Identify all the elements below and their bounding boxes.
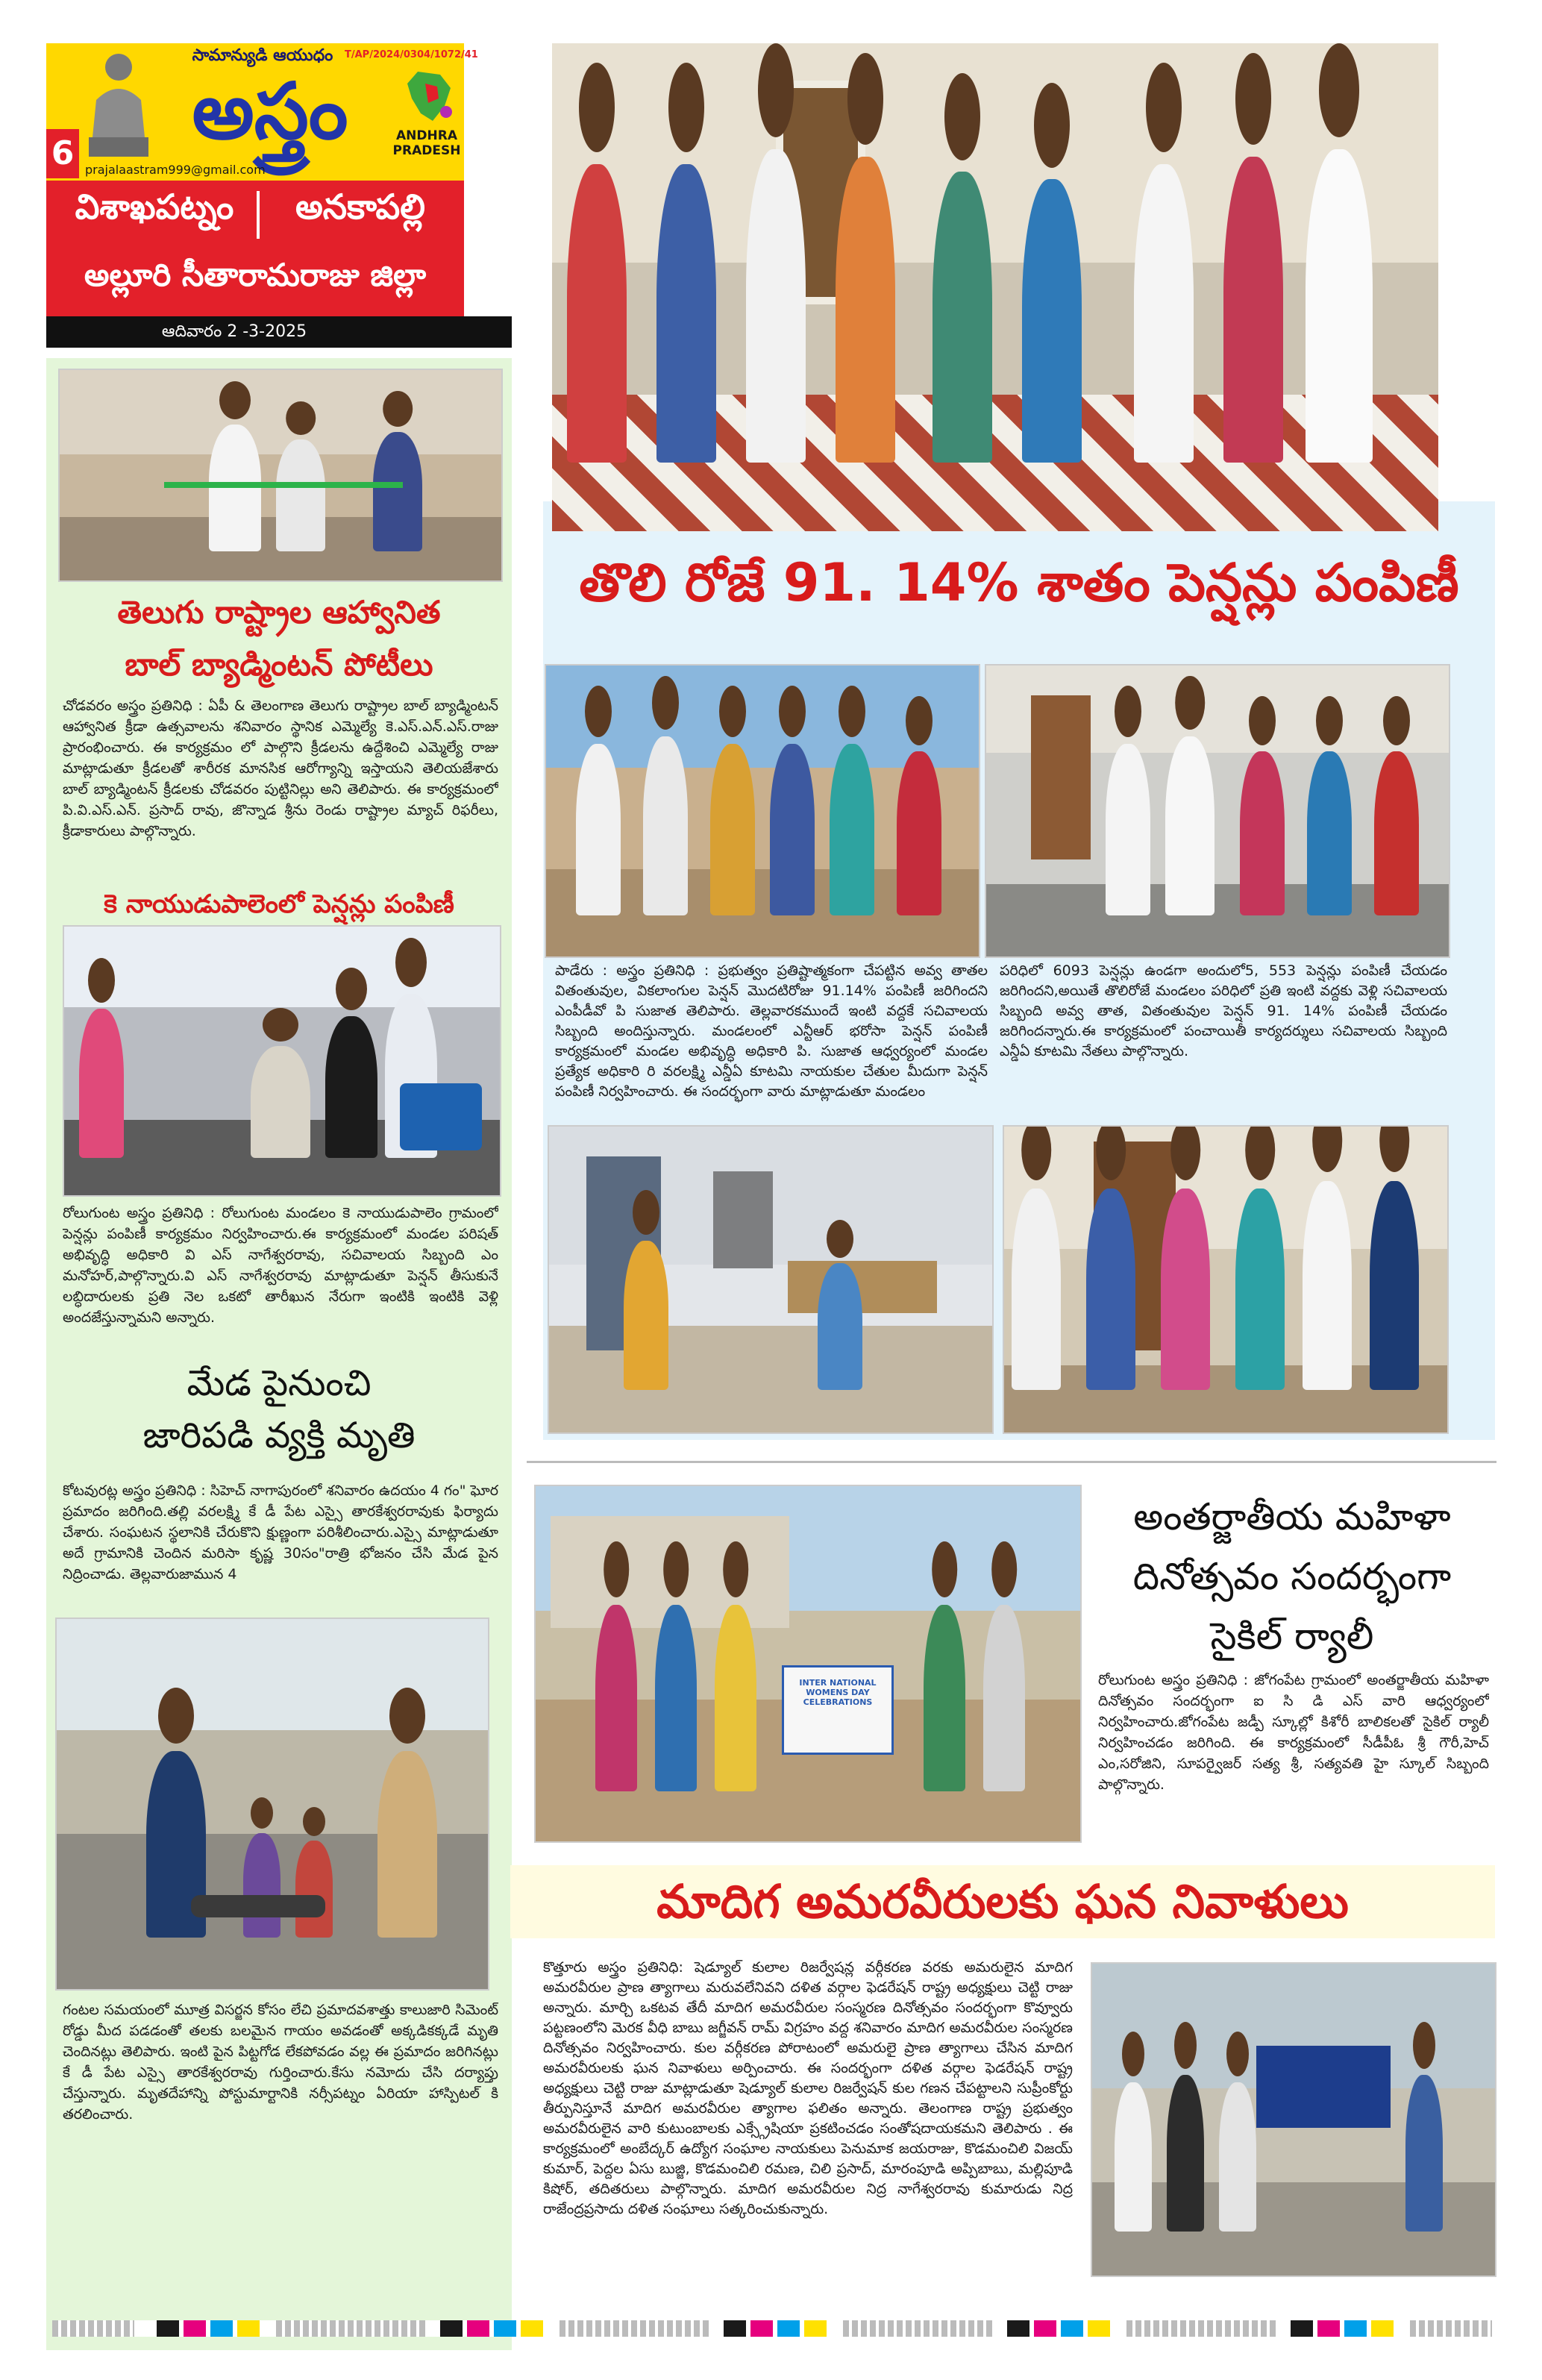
reg-number: T/AP/2024/0304/1072/41	[345, 49, 478, 60]
womens-day-headline-3: సైకిల్ ర్యాలీ	[1210, 1615, 1374, 1658]
madiga-body: కొత్తూరు అస్త్రం ప్రతినిధి: షెడ్యూల్ కులాల రిజర్వేషన్ల వర్గీకరణ వరకు అమరులైన మాదిగ అమరవీరుల ప్రాణ త్యాగాలు మరువలేనివని దళిత వర్గాల ఫెడరేషన్ రాష్ట్ర అధ్యక్షులు చెట్టి రాజు అన్నారు. మార్చి ఒకటవ తేదీ మాదిగ అమరవీరుల సంస్మరణ దినోత్సవం సందర్భంగా కొవ్వూరు పట్టణంలోని మెరక వీధి బాబు జగ్జీవన్ రామ్ విగ్రహం వద్ద శనివారం మాదిగ అమరవీరుల సంస్మరణ దినోత్సవం నిర్వహించారు. కుల వర్గీకరణ పోరాటంలో అమరులై ప్రాణ త్యాగాలు చేసిన మాదిగ అమరవీరులకు ఘన నివాళులు అర్పించారు. ఈ సందర్భంగా దళిత వర్గాల ఫెడరేషన్ రాష్ట్ర అధ్యక్షులు చెట్టి రాజు మాట్లాడుతూ షెడ్యూల్ కులాల రిజర్వేషన్ కుల గణన చేపట్టాలని సుప్రీంకోర్టు తీర్పునిస్తూనే మాదిగ అమరవీరుల త్యాగాల ఫలితం అన్నారు. తెలంగాణ రాష్ట్ర ప్రభుత్వం అమరవీరులైన వారి కుటుంబాలకు ఎక్స్గ్రేషియా ప్రకటించడం సంతోషదాయకమని తెలిపారు . ఈ కార్యక్రమంలో అంబేద్కర్ ఉద్యోగ సంఘాల నాయకులు పెనుమాక జయరాజు, కొడమంచిలి విజయ్ కుమార్, పెద్దల ఏసు బుజ్జి, కొడమంచిలి రమణ, చిలి ప్రసాద్, మారంపూడి అప్పిబాబు, మల్లిపూడి కిషోర్, తదితరులు పాల్గొన్నారు. మాదిగ అమరవీరుల నిద్ర నాగేశ్వరరావు కుమారుడు నిద్ర రాజేంద్రప్రసాదు దళిత సంఘాలు సత్కరించుకున్నారు.	[543, 1959, 1073, 2217]
story3-body-1: కోటవురట్ల అస్త్రం ప్రతినిధి : సిహెచ్ నాగాపురంలో శనివారం ఉదయం 4 గం" ఘోర ప్రమాదం జరిగింది.తల్లి వరలక్ష్మి కే డీ పేట ఎస్సై తారకేశ్వరరావుకు ఫిర్యాదు చేశారు. సంఘటన స్థలానికి చేరుకొని క్షుణ్ణంగా పరిశీలించారు.ఎస్సై మాట్లాడుతూ అదే గ్రామానికి చెందిన మరిసా కృష్ణ 30సం"రాత్రి భోజనం చేసి మేడ పైన నిద్రించాడు. తెల్లవారుజామున 4	[63, 1482, 498, 1582]
district-divider	[257, 191, 260, 239]
accident-scene-photo	[55, 1618, 489, 1991]
story1-headline-1: తెలుగు రాష్ట్రాల ఆహ్వానిత	[117, 594, 441, 630]
district-alluri: అల్లూరి సీతారామరాజు జిల్లా	[84, 257, 427, 293]
story3-headline-2: జారిపడి వ్యక్తి మృతి	[142, 1415, 416, 1456]
womens-day-headline-2: దినోత్సవం సందర్భంగా	[1132, 1555, 1452, 1598]
pension-headline: తొలి రోజే 91. 14% శాతం పెన్షన్లు పంపిణీ	[579, 552, 1459, 613]
state-label: ANDHRA PRADESH	[392, 128, 461, 158]
masthead	[46, 43, 478, 327]
email: prajalaastram999@gmail.com	[85, 163, 266, 177]
section-divider	[527, 1461, 1496, 1463]
district-bar	[46, 181, 464, 327]
issue-date: ఆదివారం 2 -3-2025	[161, 322, 307, 341]
pension-photo-2	[545, 664, 980, 958]
badminton-inauguration-photo	[58, 369, 503, 582]
district-visakhapatnam: విశాఖపట్నం	[75, 187, 234, 227]
pension-body-left: పాడేరు : అస్త్రం ప్రతినిధి : ప్రభుత్వం ప్రతిష్టాత్మకంగా చేపట్టిన అవ్వ తాతల వితంతువుల, వికలాంగుల పెన్షన్ మొదటిరోజు 91.14% పంపిణీ జరిగిందని ఎంపీడీవో పి సుజాత తెలిపారు. తెల్లవారకముందే ఇంటి వద్దకే సచివాలయ సిబ్బంది అందిస్తున్నారు. మండలంలో ఎన్టీఆర్ భరోసా పెన్షన్ పంపిణీ కార్యక్రమంలో మండల అభివృద్ధి అధికారి పి. సుజాత ఆధ్వర్యంలో మండల ప్రత్యేక అధికారి రి వరలక్ష్మి ఎన్డీఏ కూటమి నాయకుల చేతుల మీదుగా పెన్షన్ పంపిణీ నిర్వహించారు. ఈ సందర్భంగా వారు మాట్లాడుతూ మండలం	[555, 962, 988, 1100]
story1-body: చోడవరం అస్త్రం ప్రతినిధి : ఏపీ & తెలంగాణ తెలుగు రాష్ట్రాల బాల్ బ్యాడ్మింటన్ ఆహ్వానిత క్రీడా ఉత్సవాలను శనివారం స్థానిక ఎమ్మెల్యే కె.ఎస్.ఎన్.ఎస్.రాజు ప్రారంభించారు. ఈ కార్యక్రమం లో పాల్గొని క్రీడలను ఉద్దేశించి ఎమ్మెల్యే రాజు మాట్లాడుతూ క్రీడలతో శారీరక మానసిక ఆరోగ్యాన్ని ఇస్తాయని తెలియజేశారు బాల్ బ్యాడ్మింటన్ క్రీడలకు చోడవరం పుట్టినిల్లు అని తెలిపారు. ఈ కార్యక్రమంలో పి.వి.ఎస్.ఎన్. ప్రసాద్ రావు, జొన్నాడ శ్రీను రెండు రాష్ట్రాల మ్యాచ్ రిఫరీలు, క్రీడాకారులు పాల్గొన్నారు.	[63, 698, 498, 839]
pension-body-right: పరిధిలో 6093 పెన్షన్లు ఉండగా అందులో5, 553 పెన్షన్లు పంపిణీ చేయడం జరిగిందని,అయితే తొలిరోజే మండలం పరిధిలో ప్రతి ఇంటి వద్దకు వెళ్లి సచివాలయ సిబ్బంది అవ్వ తాత, వితంతువుల పెన్షన్ 91. 14% పంపిణీ చేయడం జరిగిందన్నారు.ఈ కార్యక్రమంలో పంచాయితీ కార్యదర్శులు సచివాలయ సిబ్బంది ఎన్డీఏ కూటమి నేతలు పాల్గొన్నారు.	[1000, 962, 1447, 1059]
story2-body: రోలుగుంట అస్త్రం ప్రతినిధి : రోలుగుంట మండలం కె నాయుడుపాలెం గ్రామంలో పెన్షన్లు పంపిణీ కార్యక్రమం నిర్వహించారు.ఈ కార్యక్రమంలో మండల పరిషత్ అభివృద్ధి అధికారి వి ఎస్ నాగేశ్వరరావు, సచివాలయ సిబ్బంది ఎం మనోహర్,పాల్గొన్నారు.వి ఎస్ నాగేశ్వరరావు మాట్లాడుతూ పెన్షన్ తీసుకునే లబ్ధిదారులకు ప్రతి నెల ఒకటో తారీఖున నేరుగా ఇంటికి ఇంటికి వెళ్లి అందజేస్తున్నామని అన్నారు.	[63, 1205, 498, 1326]
pension-office-photo	[548, 1125, 994, 1434]
ap-map-logo	[403, 69, 455, 125]
color-registration-strip	[52, 2320, 1492, 2337]
cycle-rally-photo	[534, 1485, 1082, 1843]
womens-day-body: రోలుగుంట అస్త్రం ప్రతినిధి : జోగంపేట గ్రామంలో అంతర్జాతీయ మహిళా దినోత్సవం సందర్భంగా ఐ సి డి ఎస్ వారి ఆధ్వర్యంలో నిర్వహించారు.జోగంపేట జడ్పీ స్కూల్లో కిశోరీ బాలికలతో సైకిల్ ర్యాలీ నిర్వహించడం జరిగింది. ఈ కార్యక్రమంలో సీడీపీఓ శ్రీ గౌరీ,హెచ్ ఎం,సరోజిని, సూపర్వైజర్ సత్య శ్రీ, సత్యవతి హై స్కూల్ సిబ్బంది పాల్గొన్నారు.	[1098, 1672, 1489, 1793]
rally-banner	[782, 1665, 894, 1755]
story3-headline-1: మేడ పైనుంచి	[187, 1362, 372, 1404]
pension-distribution-photo	[63, 925, 501, 1197]
story2-headline: కె నాయుడుపాలెంలో పెన్షన్లు పంపిణీ	[104, 889, 454, 919]
district-anakapalli: అనకాపల్లి	[295, 187, 425, 227]
womens-day-headline-1: అంతర్జాతీయ మహిళా	[1133, 1495, 1451, 1538]
pension-lead-photo	[552, 43, 1438, 531]
story1-headline-2: బాల్ బ్యాడ్మింటన్ పోటీలు	[125, 646, 433, 683]
madiga-tribute-photo	[1091, 1962, 1496, 2277]
newspaper-title: అస్త్రం	[192, 65, 348, 157]
madiga-headline: మాదిగ అమరవీరులకు ఘన నివాళులు	[656, 1874, 1349, 1929]
page-number: 6	[46, 129, 79, 178]
rally-banner-text: INTER NATIONAL WOMENS DAY CELEBRATIONS	[799, 1678, 877, 1707]
pension-photo-3	[985, 664, 1450, 958]
tagline: సామాన్యుడి ఆయుధం	[192, 46, 333, 65]
buddha-statue-logo	[85, 48, 152, 160]
date-bar	[46, 316, 512, 348]
pension-group-photo	[1003, 1125, 1449, 1434]
story3-body-2: గంటల సమయంలో మూత్ర విసర్జన కోసం లేచి ప్రమాదవశాత్తు కాలుజారి సిమెంట్ రోడ్డు మీద పడడంతో తలకు బలమైన గాయం అవడంతో అక్కడికక్కడే మృతి చెందినట్లు తెలిపారు. ఇంటి పైన పిట్టగోడ లేకపోవడం వల్ల ఈ ప్రమాదం జరిగినట్లు కే డీ పేట ఎస్సై తారకేశ్వరరావు గుర్తించారు.కేసు నమోదు చేసి దర్యాప్తు చేస్తున్నారు. మృతదేహాన్ని పోస్టుమార్టానికి నర్సీపట్నం ఏరియా హాస్పిటల్ కి తరలించారు.	[63, 2002, 498, 2123]
